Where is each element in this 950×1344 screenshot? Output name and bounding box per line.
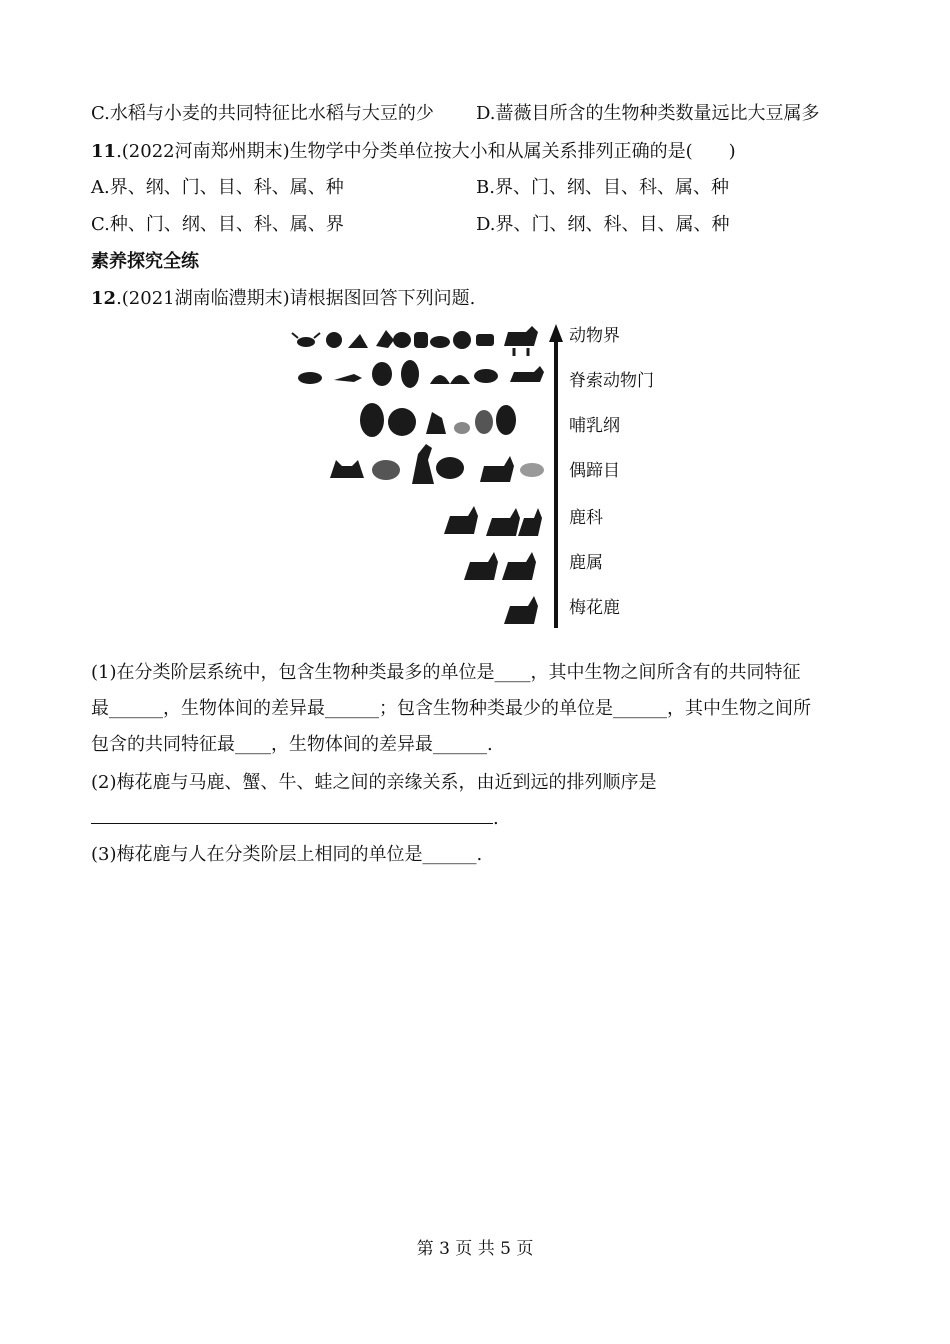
q11-option-d: D.界、门、纲、科、目、属、种: [476, 214, 730, 235]
section-title: 素养探究全练: [91, 251, 199, 272]
row-kingdom-animals: [292, 326, 538, 356]
level-order: 偶蹄目: [569, 461, 620, 481]
level-family: 鹿科: [569, 508, 603, 528]
row-order-animals: [330, 444, 544, 484]
q12-part2-period: .: [493, 808, 499, 829]
q11-stem: [91, 139, 736, 165]
level-kingdom: 动物界: [569, 326, 620, 346]
level-class: 哺乳纲: [569, 416, 620, 436]
q10-option-c: C.水稻与小麦的共同特征比水稻与大豆的少: [91, 103, 434, 124]
q11-number: 11: [91, 141, 117, 162]
q12-number: 12: [91, 288, 117, 309]
q11-option-b: B.界、门、纲、目、科、属、种: [476, 177, 729, 198]
row-family-deer: [444, 506, 542, 536]
arrow-head: [549, 324, 563, 342]
q12-part2-line1: (2)梅花鹿与马鹿、蟹、牛、蛙之间的亲缘关系，由近到远的排列顺序是: [91, 772, 657, 793]
q12-part2-answer-line: [91, 806, 499, 832]
level-species: 梅花鹿: [569, 598, 620, 618]
row-genus-deer: [464, 552, 536, 580]
classification-diagram: [290, 318, 670, 630]
level-genus: 鹿属: [569, 553, 603, 573]
q12-stem: [91, 286, 475, 312]
page-footer: 第 3 页 共 5 页: [416, 1239, 534, 1259]
row-species-deer: [504, 596, 538, 624]
q11-option-a: A.界、纲、门、目、科、属、种: [91, 177, 344, 198]
q10-option-d: D.蔷薇目所含的生物种类数量远比大豆属多: [476, 103, 820, 124]
level-phylum: 脊索动物门: [569, 371, 654, 391]
answer-blank: [91, 806, 493, 824]
q12-stem-text: .(2021湖南临澧期末)请根据图回答下列问题.: [116, 288, 476, 309]
q11-option-c: C.种、门、纲、目、科、属、界: [91, 214, 344, 235]
q12-part1-line2: 最______，生物体间的差异最______；包含生物种类最少的单位是______，其中生物之间所: [91, 698, 811, 719]
q12-part1-line1: (1)在分类阶层系统中，包含生物种类最多的单位是____，其中生物之间所含有的共同特征: [91, 662, 801, 683]
q11-stem-text: .(2022河南郑州期末)生物学中分类单位按大小和从属关系排列正确的是( ): [116, 141, 736, 162]
q12-part3: (3)梅花鹿与人在分类阶层上相同的单位是______.: [91, 844, 483, 865]
row-phylum-animals: [298, 360, 544, 388]
row-class-animals: [360, 403, 516, 437]
q12-part1-line3: 包含的共同特征最____，生物体间的差异最______.: [91, 734, 493, 755]
